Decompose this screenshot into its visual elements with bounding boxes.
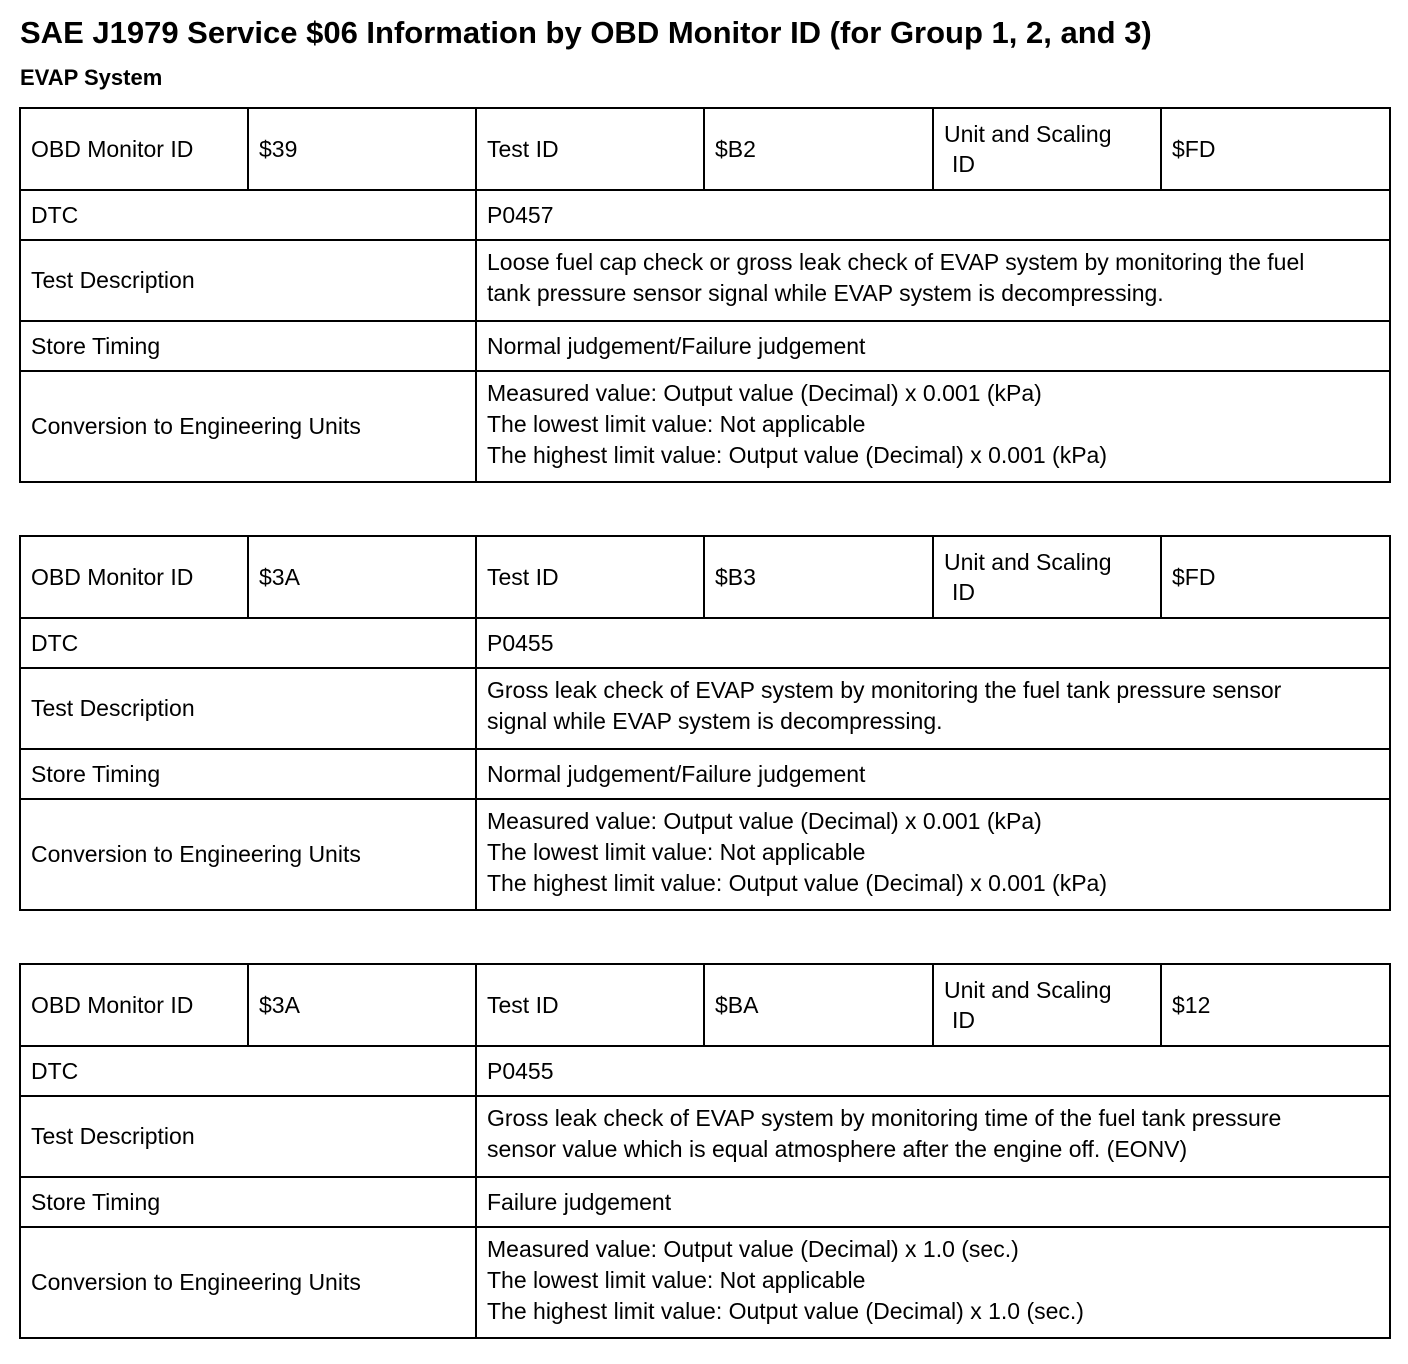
test-description-label: Test Description [20,1096,476,1177]
obd-monitor-id-value: $39 [248,108,476,190]
monitor-table-2 [19,535,1389,911]
conversion-line: The highest limit value: Output value (Decimal) x 1.0 (sec.) [487,1298,1084,1324]
test-id-value: $BA [704,964,933,1046]
conversion-value [476,1227,1390,1338]
unit-scaling-label-line-2: ID [952,579,975,605]
unit-scaling-label-line-1: Unit and Scaling [944,549,1112,575]
obd-monitor-id-label: OBD Monitor ID [20,536,248,618]
obd-monitor-id-value: $3A [248,536,476,618]
conversion-line: Measured value: Output value (Decimal) x 0.001 (kPa) [487,808,1042,834]
dtc-row [20,618,1390,668]
dtc-value: P0457 [476,190,1390,240]
conversion-line: Measured value: Output value (Decimal) x 1.0 (sec.) [487,1236,1019,1262]
test-description-row [20,240,1390,321]
test-description-label: Test Description [20,240,476,321]
dtc-row [20,190,1390,240]
description-line: Loose fuel cap check or gross leak check of EVAP system by monitoring the fuel [487,249,1305,275]
dtc-label: DTC [20,1046,476,1096]
store-timing-row [20,1177,1390,1227]
header-row [20,964,1390,1046]
obd-monitor-id-label: OBD Monitor ID [20,964,248,1046]
test-description-row [20,668,1390,749]
unit-scaling-label-line-1: Unit and Scaling [944,121,1112,147]
conversion-line: The highest limit value: Output value (Decimal) x 0.001 (kPa) [487,442,1107,468]
conversion-label: Conversion to Engineering Units [20,371,476,482]
store-timing-row [20,749,1390,799]
store-timing-label: Store Timing [20,1177,476,1227]
conversion-row [20,1227,1390,1338]
header-row [20,536,1390,618]
dtc-row [20,1046,1390,1096]
obd-monitor-id-label: OBD Monitor ID [20,108,248,190]
conversion-line: The lowest limit value: Not applicable [487,411,866,437]
test-description-value [476,668,1390,749]
conversion-label: Conversion to Engineering Units [20,799,476,910]
description-line: Gross leak check of EVAP system by monitoring the fuel tank pressure sensor [487,677,1282,703]
unit-scaling-id-value: $FD [1161,536,1390,618]
unit-scaling-label-line-2: ID [952,151,975,177]
unit-scaling-label-line-1: Unit and Scaling [944,977,1112,1003]
dtc-value: P0455 [476,1046,1390,1096]
conversion-value [476,799,1390,910]
unit-scaling-id-value: $12 [1161,964,1390,1046]
test-id-label: Test ID [476,536,704,618]
test-id-value: $B2 [704,108,933,190]
store-timing-value: Normal judgement/Failure judgement [476,749,1390,799]
dtc-label: DTC [20,618,476,668]
obd-monitor-id-value: $3A [248,964,476,1046]
conversion-label: Conversion to Engineering Units [20,1227,476,1338]
conversion-line: The lowest limit value: Not applicable [487,839,866,865]
test-id-value: $B3 [704,536,933,618]
monitor-table-1 [19,107,1389,483]
store-timing-value: Normal judgement/Failure judgement [476,321,1390,371]
test-description-row [20,1096,1390,1177]
unit-scaling-id-value: $FD [1161,108,1390,190]
test-description-label: Test Description [20,668,476,749]
conversion-line: The lowest limit value: Not applicable [487,1267,866,1293]
conversion-row [20,799,1390,910]
test-id-label: Test ID [476,964,704,1046]
description-line: tank pressure sensor signal while EVAP system is decompressing. [487,280,1164,306]
test-description-value [476,1096,1390,1177]
unit-scaling-label-line-2: ID [952,1007,975,1033]
monitor-table-3 [19,963,1389,1339]
dtc-value: P0455 [476,618,1390,668]
test-id-label: Test ID [476,108,704,190]
page-title: SAE J1979 Service $06 Information by OBD Monitor ID (for Group 1, 2, and 3) [20,15,1152,50]
test-description-value [476,240,1390,321]
description-line: signal while EVAP system is decompressing. [487,708,943,734]
conversion-value [476,371,1390,482]
description-line: Gross leak check of EVAP system by monitoring time of the fuel tank pressure [487,1105,1282,1131]
unit-scaling-id-label [933,536,1161,618]
conversion-line: The highest limit value: Output value (Decimal) x 0.001 (kPa) [487,870,1107,896]
dtc-label: DTC [20,190,476,240]
conversion-row [20,371,1390,482]
store-timing-label: Store Timing [20,749,476,799]
conversion-line: Measured value: Output value (Decimal) x 0.001 (kPa) [487,380,1042,406]
section-subtitle: EVAP System [20,65,163,90]
unit-scaling-id-label [933,108,1161,190]
store-timing-value: Failure judgement [476,1177,1390,1227]
store-timing-label: Store Timing [20,321,476,371]
header-row [20,108,1390,190]
description-line: sensor value which is equal atmosphere after the engine off. (EONV) [487,1136,1188,1162]
unit-scaling-id-label [933,964,1161,1046]
store-timing-row [20,321,1390,371]
